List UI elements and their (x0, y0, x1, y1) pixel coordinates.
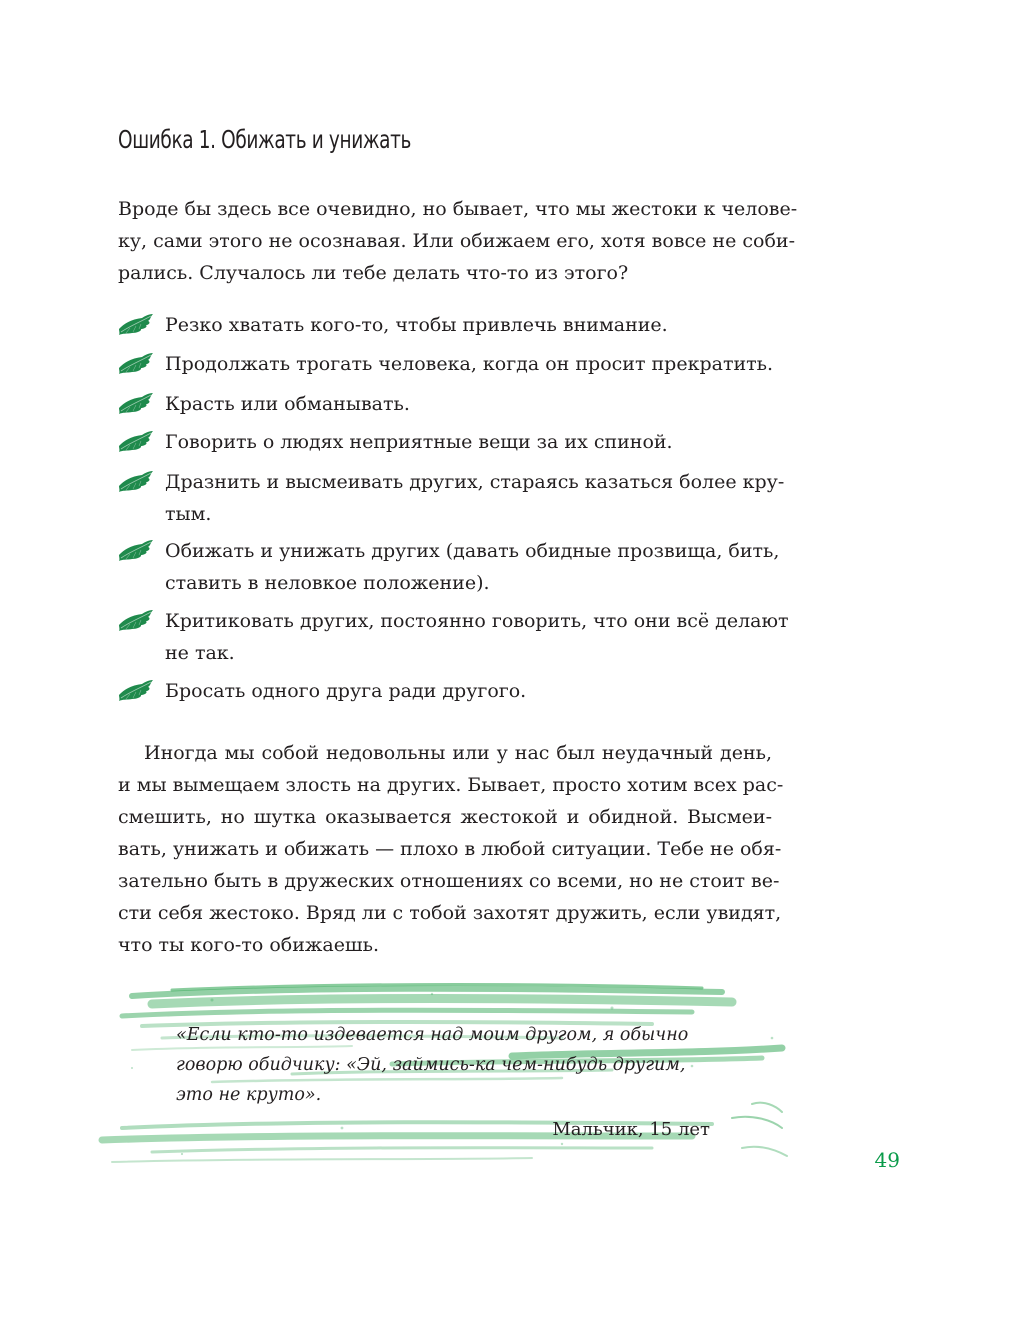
quote-attribution: Мальчик, 15 лет (552, 1119, 710, 1140)
green-leaf-brush-icon (118, 470, 154, 494)
quote-line: это не круто». (176, 1085, 322, 1105)
paragraph-line: сти себя жестоко. Вряд ли с тобой захотят дружить, если увидят, (118, 902, 782, 924)
green-leaf-brush-icon (118, 313, 154, 337)
list-item-text: Продолжать трогать человека, когда он просит прекратить. (165, 353, 774, 375)
list-item-text: ставить в неловкое положение). (165, 572, 490, 594)
list-item-text: Обижать и унижать других (давать обидные прозвища, бить, (165, 540, 780, 562)
body-paragraph (118, 737, 784, 961)
list-item-text: Резко хватать кого-то, чтобы привлечь внимание. (165, 314, 668, 336)
intro-paragraph (118, 193, 798, 289)
green-leaf-brush-icon (118, 609, 154, 633)
page-number: 49 (874, 1148, 900, 1172)
paragraph-line: зательно быть в дружеских отношениях со всеми, но не стоит ве- (118, 870, 780, 892)
paragraph-line: что ты кого-то обижаешь. (118, 934, 379, 956)
paragraph-line: Иногда мы собой недовольны или у нас был неудачный день, (144, 742, 772, 764)
paragraph-line: и мы вымещаем злость на других. Бывает, просто хотим всех рас- (118, 774, 784, 796)
paragraph-line: смешить, но шутка оказывается жестокой и обидной. Высмеи- (118, 806, 772, 828)
green-leaf-brush-icon (118, 352, 154, 376)
quote-block (176, 1020, 716, 1110)
green-leaf-brush-icon (118, 430, 154, 454)
green-leaf-brush-icon (118, 392, 154, 416)
list-item-text: Говорить о людях неприятные вещи за их спиной. (165, 431, 673, 453)
list-item-text: Критиковать других, постоянно говорить, что они всё делают (165, 610, 789, 632)
section-heading: Ошибка 1. Обижать и унижать (118, 125, 412, 154)
quote-line: «Если кто-то издевается над моим другом, я обычно (176, 1025, 689, 1045)
quote-line: говорю обидчику: «Эй, займись-ка чем-нибудь другим, (176, 1055, 686, 1075)
paragraph-line: вать, унижать и обижать — плохо в любой ситуации. Тебе не обя- (118, 838, 782, 860)
green-leaf-brush-icon (118, 679, 154, 703)
list-item-text: не так. (165, 642, 235, 664)
intro-line: Вроде бы здесь все очевидно, но бывает, что мы жестоки к челове- (118, 198, 798, 220)
intro-line: ку, сами этого не осознавая. Или обижаем его, хотя вовсе не соби- (118, 230, 795, 252)
list-item-text: Красть или обманывать. (165, 393, 410, 415)
list-item-text: Дразнить и высмеивать других, стараясь казаться более кру- (165, 471, 785, 493)
list-item-text: Бросать одного друга ради другого. (165, 680, 527, 702)
green-leaf-brush-icon (118, 539, 154, 563)
intro-line: рались. Случалось ли тебе делать что-то из этого? (118, 262, 629, 284)
list-item-text: тым. (165, 503, 212, 525)
